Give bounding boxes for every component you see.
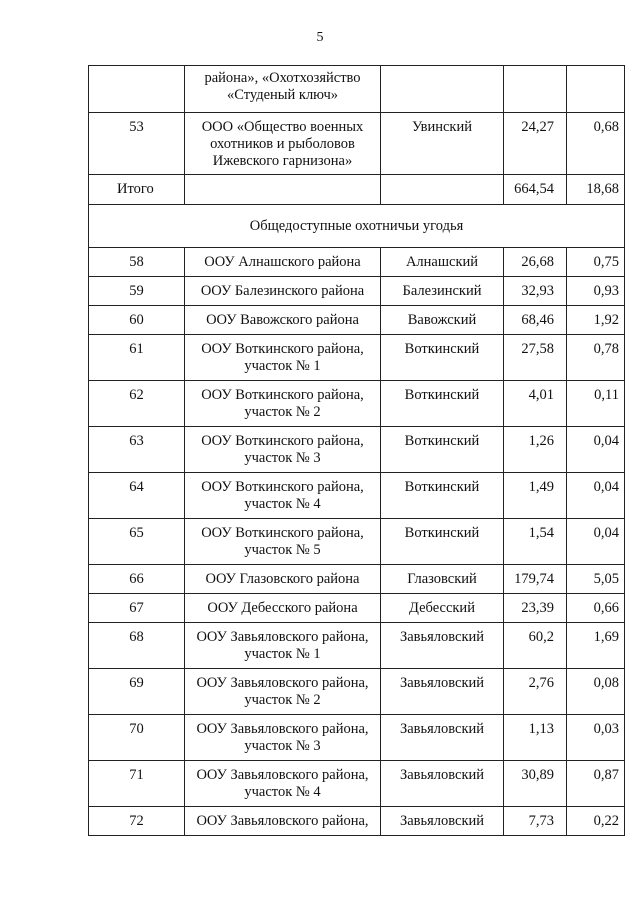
table-row	[89, 335, 625, 381]
row-area-cell: 24,27	[504, 113, 567, 175]
table-row	[89, 807, 625, 836]
row-percent-cell: 0,11	[567, 381, 625, 427]
row-name-cell: ООУ Завьяловского района, участок № 4	[185, 761, 381, 807]
row-area-cell: 27,58	[504, 335, 567, 381]
row-percent-cell: 5,05	[567, 565, 625, 594]
row-area-cell: 23,39	[504, 594, 567, 623]
row-percent-cell	[567, 66, 625, 113]
row-area-cell	[504, 66, 567, 113]
total-area: 664,54	[504, 175, 567, 205]
row-percent-cell: 0,68	[567, 113, 625, 175]
row-percent-cell: 0,22	[567, 807, 625, 836]
row-area-cell: 7,73	[504, 807, 567, 836]
total-row	[89, 175, 625, 205]
page-number: 5	[316, 30, 324, 45]
row-percent-cell: 1,92	[567, 306, 625, 335]
row-district-cell: Завьяловский	[381, 715, 504, 761]
row-area-cell: 30,89	[504, 761, 567, 807]
row-area-cell: 1,26	[504, 427, 567, 473]
row-name-cell: ООУ Воткинского района, участок № 5	[185, 519, 381, 565]
row-percent-cell: 0,93	[567, 277, 625, 306]
row-name-cell: ООУ Воткинского района, участок № 2	[185, 381, 381, 427]
row-name-cell: ООУ Балезинского района	[185, 277, 381, 306]
row-percent-cell: 0,08	[567, 669, 625, 715]
row-percent-cell: 0,75	[567, 248, 625, 277]
row-number-cell: 62	[89, 381, 185, 427]
row-name-cell: ООУ Алнашского района	[185, 248, 381, 277]
section-header-row	[89, 205, 625, 248]
row-name-cell: района», «Охотхозяйство «Студеный ключ»	[185, 66, 381, 113]
table-row	[89, 761, 625, 807]
row-area-cell: 1,13	[504, 715, 567, 761]
row-area-cell: 60,2	[504, 623, 567, 669]
table-row	[89, 66, 625, 113]
row-district-cell: Дебесский	[381, 594, 504, 623]
table-row	[89, 381, 625, 427]
row-district-cell: Увинский	[381, 113, 504, 175]
row-name-cell: ООУ Воткинского района, участок № 4	[185, 473, 381, 519]
row-district-cell: Глазовский	[381, 565, 504, 594]
row-name-cell: ООУ Дебесского района	[185, 594, 381, 623]
row-number-cell: 59	[89, 277, 185, 306]
row-name-cell: ООУ Вавожского района	[185, 306, 381, 335]
row-name-cell: ООУ Воткинского района, участок № 3	[185, 427, 381, 473]
row-percent-cell: 1,69	[567, 623, 625, 669]
row-percent-cell: 0,03	[567, 715, 625, 761]
row-district-cell: Завьяловский	[381, 807, 504, 836]
row-number-cell: 70	[89, 715, 185, 761]
row-district-cell: Алнашский	[381, 248, 504, 277]
row-district-cell	[381, 66, 504, 113]
row-number-cell: 71	[89, 761, 185, 807]
row-name-cell: ООУ Завьяловского района, участок № 1	[185, 623, 381, 669]
section-title: Общедоступные охотничьи угодья	[89, 205, 625, 248]
row-number-cell: 68	[89, 623, 185, 669]
row-percent-cell: 0,04	[567, 473, 625, 519]
table-row	[89, 427, 625, 473]
table-row	[89, 594, 625, 623]
row-number-cell	[89, 66, 185, 113]
total-name-cell	[185, 175, 381, 205]
row-name-cell: ООУ Завьяловского района, участок № 2	[185, 669, 381, 715]
hunting-grounds-table	[88, 65, 625, 836]
row-district-cell: Завьяловский	[381, 761, 504, 807]
row-area-cell: 68,46	[504, 306, 567, 335]
row-number-cell: 64	[89, 473, 185, 519]
row-name-cell: ООО «Общество военных охотников и рыболовов Ижевского гарнизона»	[185, 113, 381, 175]
row-number-cell: 63	[89, 427, 185, 473]
row-area-cell: 26,68	[504, 248, 567, 277]
row-name-cell: ООУ Воткинского района, участок № 1	[185, 335, 381, 381]
row-percent-cell: 0,87	[567, 761, 625, 807]
table-row	[89, 473, 625, 519]
row-district-cell: Завьяловский	[381, 623, 504, 669]
table-row	[89, 277, 625, 306]
row-area-cell: 1,49	[504, 473, 567, 519]
table-row	[89, 715, 625, 761]
row-number-cell: 61	[89, 335, 185, 381]
table-row	[89, 623, 625, 669]
row-number-cell: 67	[89, 594, 185, 623]
row-number-cell: 60	[89, 306, 185, 335]
row-area-cell: 1,54	[504, 519, 567, 565]
row-percent-cell: 0,78	[567, 335, 625, 381]
total-percent: 18,68	[567, 175, 625, 205]
row-name-cell: ООУ Завьяловского района, участок № 3	[185, 715, 381, 761]
row-area-cell: 179,74	[504, 565, 567, 594]
table-row	[89, 565, 625, 594]
row-number-cell: 69	[89, 669, 185, 715]
row-district-cell: Воткинский	[381, 381, 504, 427]
total-district-cell	[381, 175, 504, 205]
row-name-cell: ООУ Глазовского района	[185, 565, 381, 594]
row-district-cell: Воткинский	[381, 473, 504, 519]
row-district-cell: Вавожский	[381, 306, 504, 335]
row-area-cell: 2,76	[504, 669, 567, 715]
table-row	[89, 248, 625, 277]
row-number-cell: 72	[89, 807, 185, 836]
table-row	[89, 113, 625, 175]
row-district-cell: Балезинский	[381, 277, 504, 306]
row-name-cell: ООУ Завьяловского района,	[185, 807, 381, 836]
table-row	[89, 519, 625, 565]
row-number-cell: 65	[89, 519, 185, 565]
row-area-cell: 32,93	[504, 277, 567, 306]
table-row	[89, 306, 625, 335]
row-number-cell: 66	[89, 565, 185, 594]
row-area-cell: 4,01	[504, 381, 567, 427]
row-percent-cell: 0,04	[567, 427, 625, 473]
row-percent-cell: 0,04	[567, 519, 625, 565]
row-percent-cell: 0,66	[567, 594, 625, 623]
table-row	[89, 669, 625, 715]
row-district-cell: Воткинский	[381, 427, 504, 473]
row-district-cell: Воткинский	[381, 519, 504, 565]
row-district-cell: Воткинский	[381, 335, 504, 381]
row-number-cell: 53	[89, 113, 185, 175]
row-district-cell: Завьяловский	[381, 669, 504, 715]
row-number-cell: 58	[89, 248, 185, 277]
total-label: Итого	[89, 175, 185, 205]
